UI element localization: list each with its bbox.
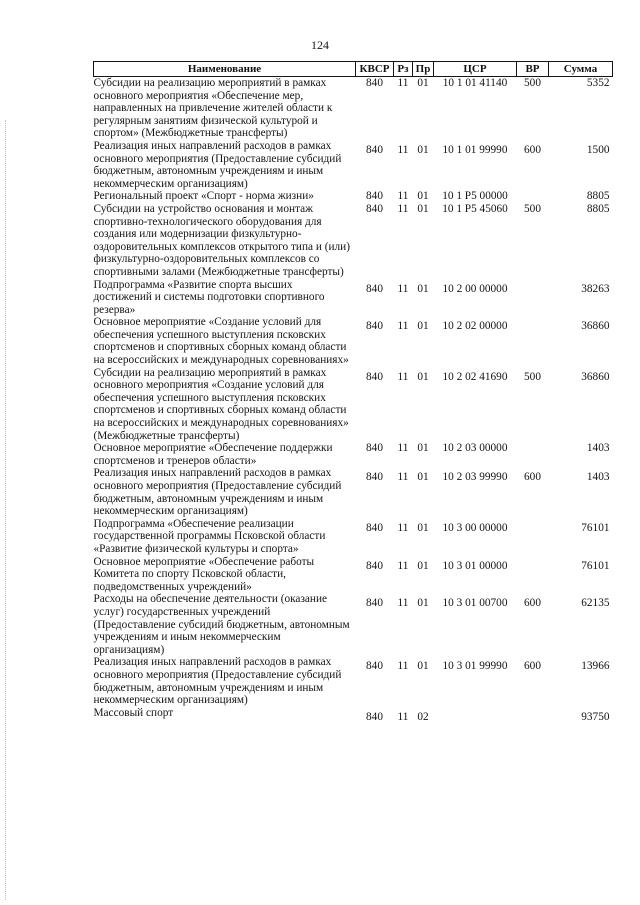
row-pr: 01 [417,597,429,610]
row-vr [517,707,549,724]
row-sum: 8805 [586,202,610,215]
row-csr: 10 3 01 00000 [442,559,508,572]
page-number: 124 [311,38,329,52]
row-csr: 10 2 03 99990 [442,471,508,484]
row-vr: 600 [524,597,541,610]
row-rz: 11 [397,597,409,610]
row-rz: 11 [397,660,409,673]
row-kvsr: 840 [366,559,383,572]
row-vr [517,442,549,467]
table-row [94,190,613,203]
row-vr [517,316,549,366]
row-sum: 1403 [586,442,610,455]
header-pr: Пр [413,62,434,77]
header-rz: Рз [394,62,413,77]
row-csr: 10 2 02 41690 [442,370,508,383]
row-kvsr: 840 [366,521,383,534]
row-csr [434,707,517,724]
row-pr: 01 [417,77,429,89]
row-kvsr: 840 [366,442,383,455]
row-sum: 36860 [581,370,610,383]
header-vr: ВР [517,62,549,77]
row-csr: 10 1 01 41140 [442,77,508,89]
row-kvsr: 840 [366,282,383,295]
table-row [94,707,613,724]
table-row [94,656,613,706]
row-vr: 500 [524,370,541,383]
row-rz: 11 [397,442,409,455]
table-row [94,279,613,317]
row-kvsr: 840 [366,190,383,203]
row-kvsr: 840 [366,471,383,484]
row-kvsr: 840 [366,143,383,156]
row-name: Реализация иных направлений расходов в рамках основного мероприятия (Предоставление субсидий бюджетным, автономным учреждениям и иным некоммерческим организациям) [93,139,342,190]
row-pr: 01 [417,143,429,156]
row-sum: 1500 [586,143,610,156]
row-pr: 01 [417,442,429,455]
row-pr: 01 [417,370,429,383]
row-sum: 13966 [581,660,610,673]
row-sum: 38263 [581,282,610,295]
row-vr: 500 [524,77,541,89]
row-sum: 93750 [581,710,610,723]
table-row [94,518,613,556]
table-row [94,467,613,517]
row-rz: 11 [397,320,409,333]
table-row [94,442,613,467]
row-sum: 62135 [581,597,610,610]
row-name: Подпрограмма «Развитие спорта высших достижений и системы подготовки спортивного резерва» [93,278,325,316]
row-pr: 01 [417,660,429,673]
row-pr: 02 [417,710,429,723]
table-row [94,77,613,140]
row-csr: 10 1 P5 45060 [442,202,508,215]
row-csr: 10 1 01 99990 [442,143,508,156]
row-kvsr: 840 [366,202,383,215]
budget-table [93,61,613,723]
row-csr: 10 3 01 00700 [442,597,508,610]
row-sum: 36860 [581,320,610,333]
row-rz: 11 [397,143,409,156]
header-csr: ЦСР [434,62,517,77]
header-sum: Сумма [549,62,613,77]
row-name: Субсидии на реализацию мероприятий в рамках основного мероприятия «Обеспечение мер, направленных на привлечение жителей области к регулярным занятиям физической культурой и спортом» (Межбюджетные трансферты) [93,77,333,140]
row-vr [517,190,549,203]
header-kvsr: КВСР [356,62,394,77]
row-name: Основное мероприятие «Обеспечение работы Комитета по спорту Псковской области, подведомственных учреждений» [93,555,315,593]
table-row [94,556,613,594]
row-name: Основное мероприятие «Обеспечение поддержки спортсменов и тренеров области» [93,442,333,467]
row-rz: 11 [397,521,409,534]
row-vr [517,518,549,556]
row-csr: 10 3 01 99990 [442,660,508,673]
table-row [94,316,613,366]
table-row [94,367,613,443]
row-name: Реализация иных направлений расходов в рамках основного мероприятия (Предоставление субсидий бюджетным, автономным учреждениям и иным некоммерческим организациям) [93,656,342,707]
row-kvsr: 840 [366,320,383,333]
row-name: Субсидии на реализацию мероприятий в рамках основного мероприятия «Создание условий для обеспечения успешного выступления псковских спортсменов и спортивных сборных команд области на всероссийских и международных соревнованиях» (Межбюджетные трансферты) [93,366,349,442]
row-vr [517,279,549,317]
page-left-border [5,120,6,900]
row-rz: 11 [397,559,409,572]
table-row [94,140,613,190]
row-vr: 600 [524,471,541,484]
row-kvsr: 840 [366,370,383,383]
row-csr: 10 2 00 00000 [442,282,508,295]
row-name: Расходы на обеспечение деятельности (оказание услуг) государственных учреждений (Предоставление субсидий бюджетным, автономным учреждениям и иным некоммерческим организациям) [93,593,350,656]
row-kvsr: 840 [366,710,383,723]
row-name: Подпрограмма «Обеспечение реализации государственной программы Псковской области «Развитие физической культуры и спорта» [93,517,326,555]
row-sum: 76101 [581,559,610,572]
row-rz: 11 [397,471,409,484]
row-csr: 10 2 03 00000 [442,442,508,455]
row-rz: 11 [397,202,409,215]
row-rz: 11 [397,710,409,723]
row-pr: 01 [417,521,429,534]
row-name: Субсидии на устройство основания и монтаж спортивно-технологического оборудования для создания или модернизации физкультурно-оздоровительных комплексов открытого типа и (или) физкультурно-оздоровительных комплексов со спортивными залами (Межбюджетные трансферты) [93,202,350,278]
row-pr: 01 [417,559,429,572]
header-name: Наименование [94,62,356,77]
row-rz: 11 [397,282,409,295]
row-name: Основное мероприятие «Создание условий для обеспечения успешного выступления псковских спортсменов и спортивных сборных команд области на всероссийских и международных соревнованиях» [93,316,349,367]
row-pr: 01 [417,320,429,333]
row-kvsr: 840 [366,77,383,89]
row-csr: 10 1 P5 00000 [442,190,508,203]
row-kvsr: 840 [366,597,383,610]
row-pr: 01 [417,202,429,215]
table-row [94,593,613,656]
row-name: Региональный проект «Спорт - норма жизни» [93,190,314,203]
row-pr: 01 [417,190,429,203]
table-header-row [94,62,613,77]
row-rz: 11 [397,77,409,89]
row-pr: 01 [417,471,429,484]
row-csr: 10 3 00 00000 [442,521,508,534]
row-sum: 5352 [586,77,610,89]
row-kvsr: 840 [366,660,383,673]
row-name: Массовый спорт [93,706,174,719]
row-pr: 01 [417,282,429,295]
row-vr: 600 [524,143,541,156]
row-sum: 8805 [586,190,610,203]
row-name: Реализация иных направлений расходов в рамках основного мероприятия (Предоставление субсидий бюджетным, автономным учреждениям и иным некоммерческим организациям) [93,467,342,518]
row-sum: 76101 [581,521,610,534]
row-sum: 1403 [586,471,610,484]
table-body [94,77,613,724]
row-vr: 600 [524,660,541,673]
row-rz: 11 [397,190,409,203]
row-vr [517,556,549,594]
row-csr: 10 2 02 00000 [442,320,508,333]
row-rz: 11 [397,370,409,383]
table-row [94,203,613,279]
row-vr: 500 [524,202,541,215]
